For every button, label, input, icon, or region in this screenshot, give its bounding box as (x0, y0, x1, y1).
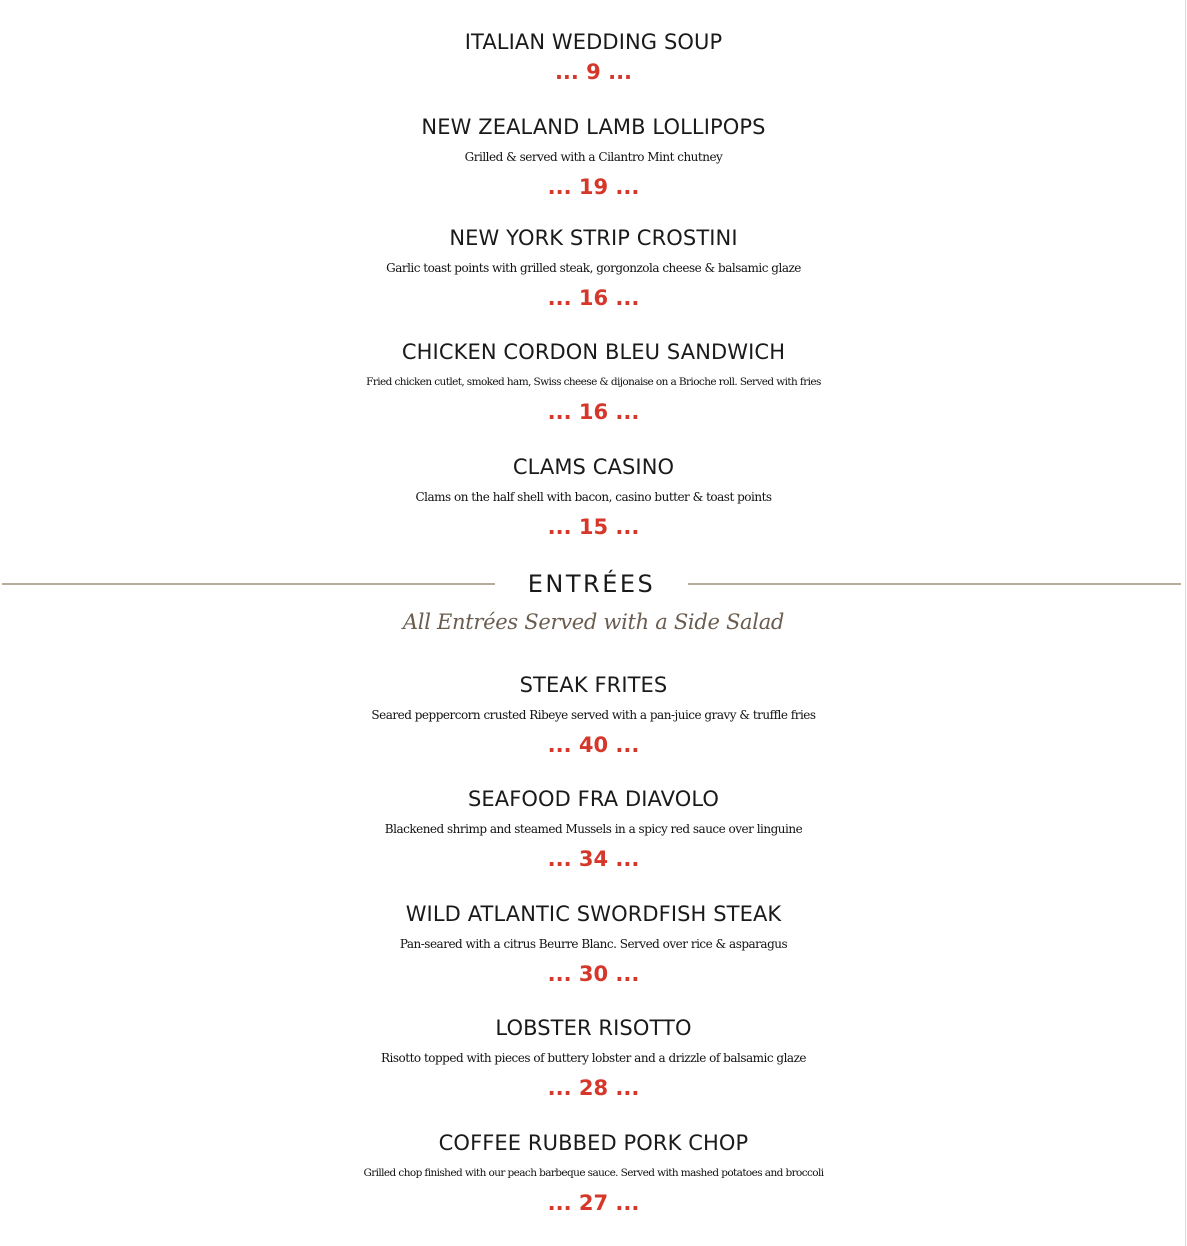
item-name: LOBSTER RISOTTO (495, 1016, 692, 1040)
item-description: Pan-seared with a citrus Beurre Blanc. Served over rice & asparagus (399, 937, 788, 951)
section-subtitle: All Entrées Served with a Side Salad (402, 610, 785, 634)
item-price: ... 34 ... (547, 847, 640, 871)
item-price: ... 28 ... (547, 1076, 640, 1100)
item-description: Grilled & served with a Cilantro Mint chutney (464, 150, 723, 164)
item-description: Grilled chop finished with our peach barbeque sauce. Served with mashed potatoes and broccoli (363, 1167, 824, 1179)
menu-item-pork-chop (0, 1128, 1187, 1218)
menu-item-swordfish-steak (0, 899, 1187, 989)
menu-item-lamb-lollipops (0, 112, 1187, 202)
item-price: ... 30 ... (547, 962, 640, 986)
menu-item-seafood-fra-diavolo (0, 784, 1187, 874)
item-description: Seared peppercorn crusted Ribeye served with a pan-juice gravy & truffle fries (371, 708, 816, 722)
item-name: NEW YORK STRIP CROSTINI (449, 226, 738, 250)
menu-item-clams-casino (0, 452, 1187, 542)
item-price: ... 16 ... (547, 286, 640, 310)
item-price: ... 40 ... (547, 733, 640, 757)
item-description: Risotto topped with pieces of buttery lobster and a drizzle of balsamic glaze (381, 1051, 806, 1065)
item-name: NEW ZEALAND LAMB LOLLIPOPS (421, 115, 766, 139)
item-name: SEAFOOD FRA DIAVOLO (467, 787, 720, 811)
menu-item-lobster-risotto (0, 1013, 1187, 1103)
section-divider-left (2, 583, 495, 585)
item-name: CLAMS CASINO (512, 455, 675, 479)
item-price: ... 19 ... (547, 175, 640, 199)
item-description: Blackened shrimp and steamed Mussels in a spicy red sauce over linguine (384, 822, 803, 836)
section-title: ENTRÉES (527, 570, 656, 598)
item-description: Clams on the half shell with bacon, casino butter & toast points (415, 490, 772, 504)
menu-item-cordon-bleu-sandwich (0, 337, 1187, 427)
item-price: ... 9 ... (554, 60, 633, 84)
entrees-section-header (0, 566, 1187, 602)
item-description: Fried chicken cutlet, smoked ham, Swiss cheese & dijonaise on a Brioche roll. Served with fries (366, 376, 821, 388)
item-price: ... 16 ... (547, 400, 640, 424)
item-name: STEAK FRITES (519, 673, 668, 697)
menu-item-strip-crostini (0, 223, 1187, 313)
item-price: ... 27 ... (547, 1191, 640, 1215)
item-description: Garlic toast points with grilled steak, gorgonzola cheese & balsamic glaze (386, 261, 801, 275)
section-divider-right (688, 583, 1181, 585)
item-name: CHICKEN CORDON BLEU SANDWICH (401, 340, 786, 364)
item-name: COFFEE RUBBED PORK CHOP (438, 1131, 749, 1155)
menu-item-steak-frites (0, 670, 1187, 760)
item-name: WILD ATLANTIC SWORDFISH STEAK (405, 902, 782, 926)
menu-item-italian-wedding-soup (0, 27, 1187, 87)
item-name: ITALIAN WEDDING SOUP (464, 30, 723, 54)
item-price: ... 15 ... (547, 515, 640, 539)
